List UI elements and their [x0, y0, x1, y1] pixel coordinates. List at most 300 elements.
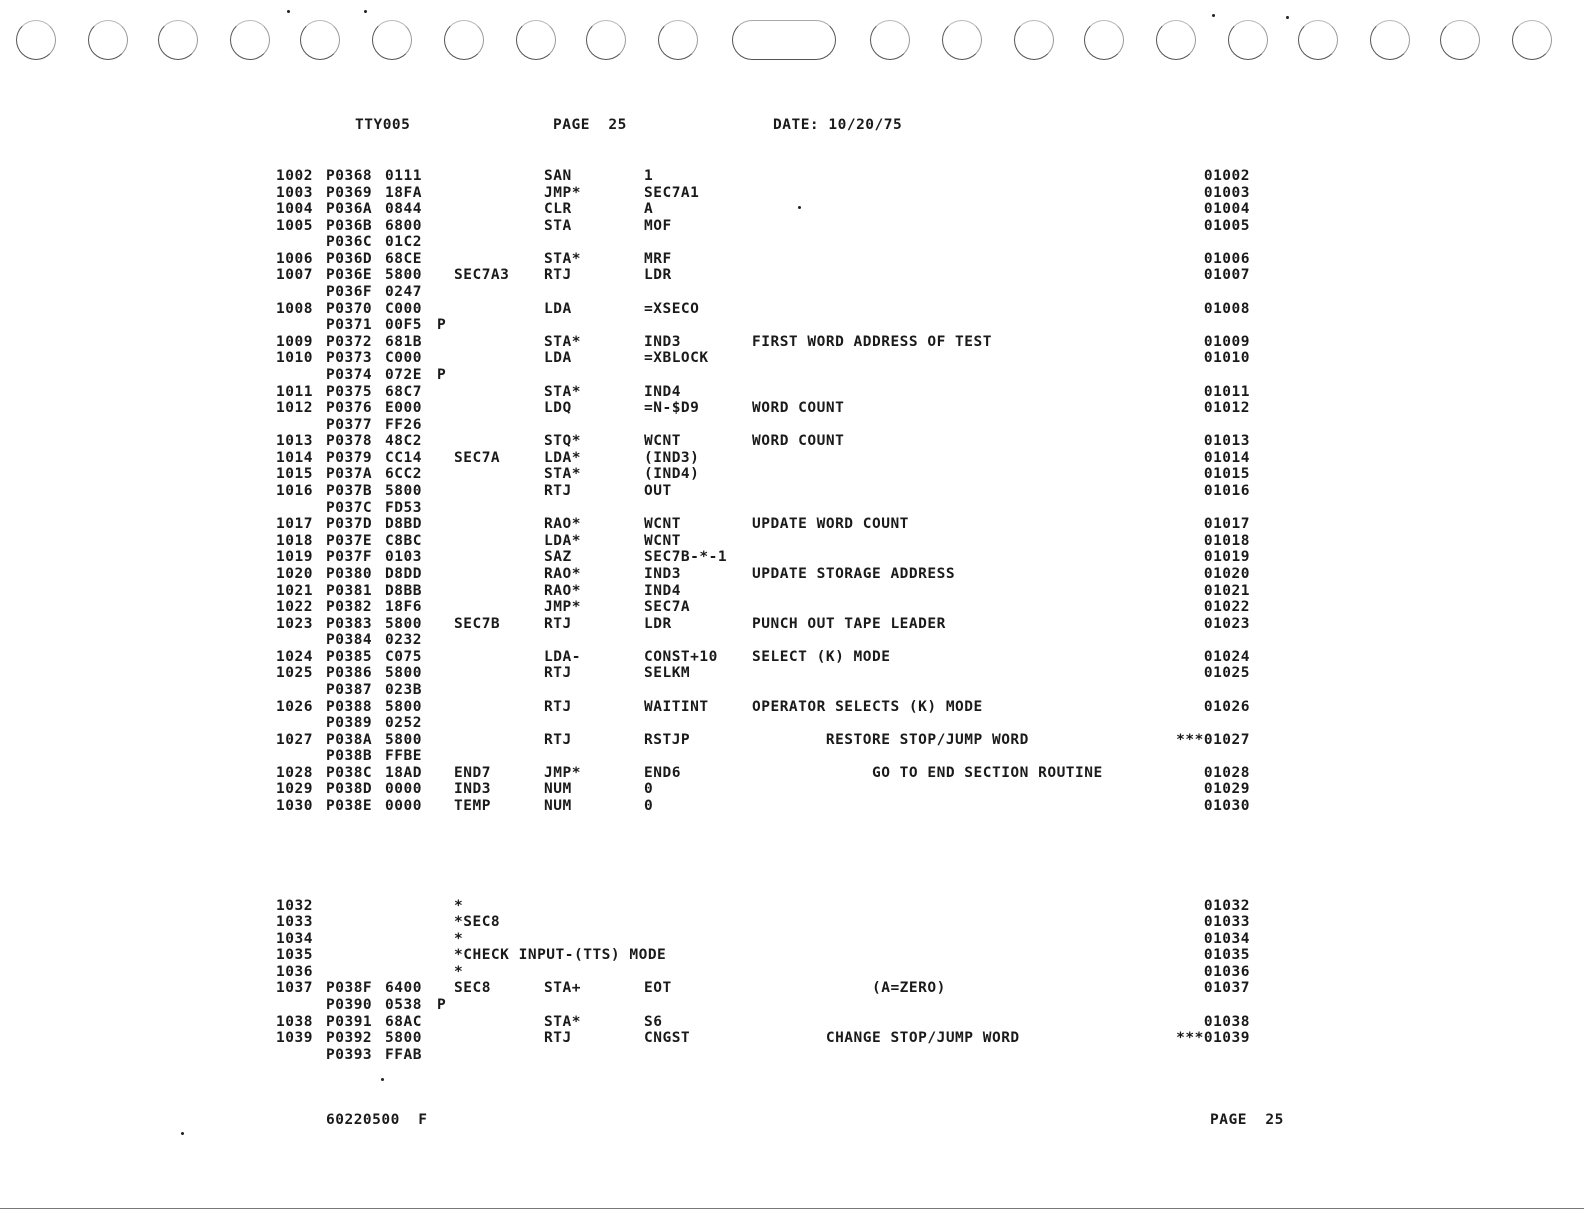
listing-line	[0, 549, 1584, 565]
address: P036A	[326, 201, 373, 218]
sequence-number: 01036	[1203, 963, 1250, 980]
operand: =XBLOCK	[644, 350, 709, 367]
operand: WCNT	[644, 516, 681, 533]
line-number: 1014	[276, 449, 313, 466]
opcode: NUM	[544, 781, 572, 798]
listing-line	[0, 964, 1584, 980]
line-number: 1015	[276, 466, 313, 483]
line-number: 1017	[276, 516, 313, 533]
sequence-number: 01024	[1203, 648, 1250, 665]
object-code: C075	[385, 648, 422, 665]
listing-line	[0, 267, 1584, 283]
address: P0374	[326, 366, 373, 383]
address: P0370	[326, 300, 373, 317]
paper-speck	[798, 206, 801, 209]
opcode: RTJ	[544, 665, 572, 682]
listing-line	[0, 682, 1584, 698]
object-code: 023B	[385, 681, 422, 698]
address: P0391	[326, 1013, 373, 1030]
tractor-feed-holes	[0, 0, 1584, 80]
address: P0383	[326, 615, 373, 632]
address: P037D	[326, 516, 373, 533]
opcode: LDA	[544, 350, 572, 367]
listing-line	[0, 947, 1584, 963]
label-field: SEC8	[454, 980, 491, 997]
line-number: 1033	[276, 914, 313, 931]
line-number: 1012	[276, 400, 313, 417]
object-code: D8BD	[385, 516, 422, 533]
object-code: 5800	[385, 665, 422, 682]
line-number: 1024	[276, 648, 313, 665]
object-code: 0103	[385, 549, 422, 566]
object-code: 0000	[385, 781, 422, 798]
object-code: 681B	[385, 333, 422, 350]
listing-line	[0, 781, 1584, 797]
listing-line	[0, 798, 1584, 814]
paper-speck	[364, 10, 367, 13]
operand: RSTJP	[644, 731, 691, 748]
object-code: D8DD	[385, 565, 422, 582]
operand: (IND4)	[644, 466, 700, 483]
operand: SEC7A	[644, 599, 691, 616]
paper-speck	[287, 10, 290, 13]
line-number: 1003	[276, 184, 313, 201]
opcode: RTJ	[544, 615, 572, 632]
sequence-number: 01007	[1203, 267, 1250, 284]
address: P0380	[326, 565, 373, 582]
feed-hole	[372, 20, 412, 60]
line-number: 1034	[276, 930, 313, 947]
address: P0387	[326, 681, 373, 698]
sequence-number: 01034	[1203, 930, 1250, 947]
comment: WORD COUNT	[752, 433, 845, 450]
opcode: SAZ	[544, 549, 572, 566]
object-code: 48C2	[385, 433, 422, 450]
listing-line	[0, 864, 1584, 880]
operand: IND3	[644, 565, 681, 582]
feed-hole	[1440, 20, 1480, 60]
object-code: 5800	[385, 1030, 422, 1047]
sequence-number: 01011	[1203, 383, 1250, 400]
line-number: 1019	[276, 549, 313, 566]
listing-line	[0, 417, 1584, 433]
sequence-number: ***01039	[1176, 1030, 1250, 1047]
listing-line	[0, 301, 1584, 317]
opcode: RAO*	[544, 582, 581, 599]
address: P037A	[326, 466, 373, 483]
object-code: 18F6	[385, 599, 422, 616]
line-number: 1025	[276, 665, 313, 682]
operand: MRF	[644, 250, 672, 267]
line-number: 1029	[276, 781, 313, 798]
operand: (IND3)	[644, 449, 700, 466]
operand: IND3	[644, 333, 681, 350]
listing-line	[0, 1030, 1584, 1046]
opcode: LDA*	[544, 532, 581, 549]
listing-line	[0, 566, 1584, 582]
opcode: JMP*	[544, 184, 581, 201]
object-code: C8BC	[385, 532, 422, 549]
feed-hole	[516, 20, 556, 60]
operand: OUT	[644, 483, 672, 500]
paper-speck	[381, 1078, 384, 1081]
listing-line	[0, 384, 1584, 400]
listing-line	[0, 433, 1584, 449]
object-code: 0111	[385, 168, 422, 184]
object-code: 6CC2	[385, 466, 422, 483]
line-number: 1030	[276, 798, 313, 815]
listing-line	[0, 599, 1584, 615]
feed-hole	[1084, 20, 1124, 60]
object-code: C000	[385, 300, 422, 317]
object-code: 18FA	[385, 184, 422, 201]
line-number: 1005	[276, 217, 313, 234]
feed-hole	[300, 20, 340, 60]
address: P0376	[326, 400, 373, 417]
listing-line	[0, 284, 1584, 300]
feed-hole	[1156, 20, 1196, 60]
listing-line	[0, 201, 1584, 217]
line-number: 1023	[276, 615, 313, 632]
object-code: 00F5	[385, 317, 422, 334]
operand: MOF	[644, 217, 672, 234]
opcode: LDQ	[544, 400, 572, 417]
feed-hole	[1298, 20, 1338, 60]
label-field: *SEC8	[454, 914, 501, 931]
comment: UPDATE STORAGE ADDRESS	[752, 565, 956, 582]
line-number: 1006	[276, 250, 313, 267]
listing-line	[0, 848, 1584, 864]
address: P038B	[326, 748, 373, 765]
feed-hole	[870, 20, 910, 60]
object-code: 0247	[385, 284, 422, 301]
relocation-flag: P	[437, 317, 447, 334]
object-code: E000	[385, 400, 422, 417]
address: P0384	[326, 632, 373, 649]
sequence-number: 01009	[1203, 333, 1250, 350]
line-number: 1016	[276, 483, 313, 500]
feed-hole	[16, 20, 56, 60]
object-code: 6400	[385, 980, 422, 997]
document-number: 60220500 F	[326, 1112, 428, 1128]
object-code: 0252	[385, 715, 422, 732]
sequence-number: 01006	[1203, 250, 1250, 267]
line-number: 1022	[276, 599, 313, 616]
operand: IND4	[644, 582, 681, 599]
listing-line	[0, 914, 1584, 930]
address: P037C	[326, 499, 373, 516]
listing-line	[0, 317, 1584, 333]
operand: END6	[644, 764, 681, 781]
opcode: STA*	[544, 333, 581, 350]
listing-line	[0, 1047, 1584, 1063]
listing-line	[0, 931, 1584, 947]
address: P0392	[326, 1030, 373, 1047]
object-code: 68AC	[385, 1013, 422, 1030]
feed-hole	[658, 20, 698, 60]
opcode: LDA	[544, 300, 572, 317]
address: P0393	[326, 1046, 373, 1063]
operand: CNGST	[644, 1030, 691, 1047]
address: P0388	[326, 698, 373, 715]
operand: CONST+10	[644, 648, 718, 665]
object-code: 5800	[385, 731, 422, 748]
opcode: RTJ	[544, 267, 572, 284]
opcode: RTJ	[544, 731, 572, 748]
sequence-number: 01010	[1203, 350, 1250, 367]
object-code: 0232	[385, 632, 422, 649]
address: P037E	[326, 532, 373, 549]
address: P0390	[326, 997, 373, 1013]
listing-line	[0, 997, 1584, 1013]
comment: WORD COUNT	[752, 400, 845, 417]
operand: A	[644, 201, 654, 218]
sequence-number: 01033	[1203, 914, 1250, 931]
sequence-number: 01032	[1203, 897, 1250, 914]
listing-line	[0, 483, 1584, 499]
line-number: 1035	[276, 947, 313, 964]
label-field: *CHECK INPUT-(TTS) MODE	[454, 947, 667, 964]
address: P0369	[326, 184, 373, 201]
opcode: LDA-	[544, 648, 581, 665]
paper-speck	[1212, 14, 1215, 17]
line-number: 1039	[276, 1030, 313, 1047]
feed-hole	[230, 20, 270, 60]
page-number-footer: PAGE 25	[1210, 1112, 1284, 1128]
object-code: FD53	[385, 499, 422, 516]
listing-line	[0, 367, 1584, 383]
address: P036C	[326, 234, 373, 251]
object-code: CC14	[385, 449, 422, 466]
sequence-number: 01026	[1203, 698, 1250, 715]
address: P038D	[326, 781, 373, 798]
listing-line	[0, 699, 1584, 715]
listing-line	[0, 831, 1584, 847]
line-number: 1032	[276, 897, 313, 914]
listing-line	[0, 334, 1584, 350]
feed-hole	[1370, 20, 1410, 60]
listing-date: DATE: 10/20/75	[773, 117, 903, 133]
opcode: STA+	[544, 980, 581, 997]
sequence-number: 01030	[1203, 798, 1250, 815]
sequence-number: ***01027	[1176, 731, 1250, 748]
listing-line	[0, 234, 1584, 250]
opcode: STA*	[544, 1013, 581, 1030]
paper-speck	[181, 1132, 184, 1135]
sequence-number: 01002	[1203, 168, 1250, 184]
address: P0372	[326, 333, 373, 350]
label-field: SEC7A	[454, 449, 501, 466]
comment: SELECT (K) MODE	[752, 648, 891, 665]
listing-line	[0, 533, 1584, 549]
feed-hole	[88, 20, 128, 60]
listing-line	[0, 881, 1584, 897]
label-field: *	[454, 930, 464, 947]
opcode: JMP*	[544, 764, 581, 781]
object-code: 5800	[385, 615, 422, 632]
listing-line	[0, 251, 1584, 267]
label-field: SEC7A3	[454, 267, 510, 284]
sequence-number: 01018	[1203, 532, 1250, 549]
address: P037B	[326, 483, 373, 500]
opcode: JMP*	[544, 599, 581, 616]
listing-line	[0, 732, 1584, 748]
object-code: C000	[385, 350, 422, 367]
object-code: 68C7	[385, 383, 422, 400]
feed-hole	[1228, 20, 1268, 60]
operand: WAITINT	[644, 698, 709, 715]
listing-line	[0, 1014, 1584, 1030]
line-number: 1004	[276, 201, 313, 218]
line-number: 1008	[276, 300, 313, 317]
opcode: STA*	[544, 250, 581, 267]
address: P0381	[326, 582, 373, 599]
comment: (A=ZERO)	[752, 980, 946, 997]
feed-hole	[444, 20, 484, 60]
relocation-flag: P	[437, 366, 447, 383]
sequence-number: 01021	[1203, 582, 1250, 599]
address: P0375	[326, 383, 373, 400]
feed-hole	[1512, 20, 1552, 60]
line-number: 1002	[276, 168, 313, 184]
object-code: 18AD	[385, 764, 422, 781]
opcode: STQ*	[544, 433, 581, 450]
operand: IND4	[644, 383, 681, 400]
opcode: CLR	[544, 201, 572, 218]
listing-line	[0, 218, 1584, 234]
operand: EOT	[644, 980, 672, 997]
line-number: 1028	[276, 764, 313, 781]
listing-line	[0, 450, 1584, 466]
comment: PUNCH OUT TAPE LEADER	[752, 615, 946, 632]
line-number: 1021	[276, 582, 313, 599]
sequence-number: 01012	[1203, 400, 1250, 417]
address: P0373	[326, 350, 373, 367]
opcode: RTJ	[544, 1030, 572, 1047]
listing-line	[0, 815, 1584, 831]
sequence-number: 01029	[1203, 781, 1250, 798]
listing-line	[0, 168, 1584, 184]
relocation-flag: P	[437, 997, 447, 1013]
line-number: 1018	[276, 532, 313, 549]
paper-speck	[1286, 16, 1289, 19]
object-code: 0844	[385, 201, 422, 218]
operand: WCNT	[644, 532, 681, 549]
address: P0385	[326, 648, 373, 665]
address: P0368	[326, 168, 373, 184]
line-number: 1011	[276, 383, 313, 400]
object-code: 072E	[385, 366, 422, 383]
line-number: 1010	[276, 350, 313, 367]
address: P036F	[326, 284, 373, 301]
address: P0382	[326, 599, 373, 616]
listing-line	[0, 665, 1584, 681]
sequence-number: 01017	[1203, 516, 1250, 533]
opcode: STA*	[544, 383, 581, 400]
listing-line	[0, 748, 1584, 764]
line-number: 1038	[276, 1013, 313, 1030]
object-code: 68CE	[385, 250, 422, 267]
listing-line	[0, 632, 1584, 648]
opcode: STA	[544, 217, 572, 234]
object-code: 01C2	[385, 234, 422, 251]
operand: =N-$D9	[644, 400, 700, 417]
opcode: RAO*	[544, 565, 581, 582]
sequence-number: 01008	[1203, 300, 1250, 317]
opcode: RTJ	[544, 698, 572, 715]
label-field: *	[454, 963, 464, 980]
line-number: 1037	[276, 980, 313, 997]
sequence-number: 01005	[1203, 217, 1250, 234]
feed-slot	[732, 20, 836, 60]
line-number: 1026	[276, 698, 313, 715]
comment: UPDATE WORD COUNT	[752, 516, 909, 533]
object-code: 5800	[385, 698, 422, 715]
sequence-number: 01013	[1203, 433, 1250, 450]
operand: S6	[644, 1013, 663, 1030]
operand: 1	[644, 168, 654, 184]
object-code: D8BB	[385, 582, 422, 599]
feed-hole	[942, 20, 982, 60]
address: P0377	[326, 416, 373, 433]
address: P036E	[326, 267, 373, 284]
sequence-number: 01020	[1203, 565, 1250, 582]
listing-line	[0, 616, 1584, 632]
listing-line	[0, 649, 1584, 665]
address: P0379	[326, 449, 373, 466]
sequence-number: 01014	[1203, 449, 1250, 466]
comment: FIRST WORD ADDRESS OF TEST	[752, 333, 992, 350]
sequence-number: 01025	[1203, 665, 1250, 682]
line-number: 1007	[276, 267, 313, 284]
line-number: 1020	[276, 565, 313, 582]
object-code: 5800	[385, 267, 422, 284]
line-number: 1009	[276, 333, 313, 350]
address: P038F	[326, 980, 373, 997]
listing-line	[0, 583, 1584, 599]
listing-line	[0, 898, 1584, 914]
operand: 0	[644, 781, 654, 798]
address: P036D	[326, 250, 373, 267]
comment: OPERATOR SELECTS (K) MODE	[752, 698, 983, 715]
operand: SEC7B-*-1	[644, 549, 728, 566]
operand: SEC7A1	[644, 184, 700, 201]
object-code: 0000	[385, 798, 422, 815]
line-number: 1036	[276, 963, 313, 980]
comment: GO TO END SECTION ROUTINE	[752, 764, 1103, 781]
listing-line	[0, 500, 1584, 516]
feed-hole	[1014, 20, 1054, 60]
opcode: SAN	[544, 168, 572, 184]
line-number: 1027	[276, 731, 313, 748]
opcode: STA*	[544, 466, 581, 483]
label-field: *	[454, 897, 464, 914]
sequence-number: 01016	[1203, 483, 1250, 500]
label-field: SEC7B	[454, 615, 501, 632]
page-edge-line	[0, 1208, 1584, 1209]
label-field: IND3	[454, 781, 491, 798]
address: P0386	[326, 665, 373, 682]
line-number: 1013	[276, 433, 313, 450]
sequence-number: 01037	[1203, 980, 1250, 997]
operand: 0	[644, 798, 654, 815]
address: P036B	[326, 217, 373, 234]
sequence-number: 01015	[1203, 466, 1250, 483]
listing-line	[0, 466, 1584, 482]
label-field: END7	[454, 764, 491, 781]
sequence-number: 01022	[1203, 599, 1250, 616]
opcode: NUM	[544, 798, 572, 815]
